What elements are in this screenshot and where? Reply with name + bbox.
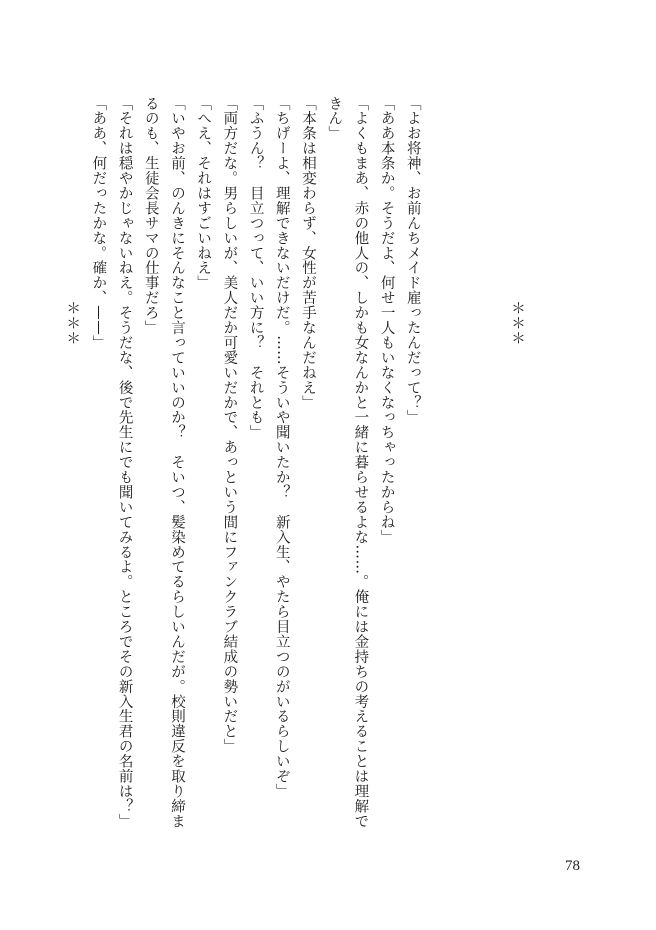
separator-star: ＊ [64,330,81,346]
dialogue-line: 「本条は相変わらず、女性が苦手なんだねえ」 [299,96,316,410]
dialogue-line: 「ああ、何だったかな。確か、——」 [90,96,107,351]
separator-star: ＊ [509,301,525,316]
dialogue-line: 「ああ本条か。そうだよ、何せ一人もいなくなっちゃったからね」 [378,96,395,545]
dialogue-line: 「両方だな。男らしいが、美人だか可愛いだかで、あっという間にファンクラブ結成の勢いだと」 [221,96,238,754]
dialogue-line: 「よお将神、お前んちメイド雇ったんだって？」 [404,96,421,425]
separator-star: ＊ [509,330,525,346]
separator-star: ＊ [509,315,525,331]
dialogue-line: 「へえ、それはすごいねえ」 [195,96,212,291]
dialogue-line: 「ふうん？ 目立つって、いい方に？ それとも」 [247,96,264,440]
dialogue-line: 「それは穏やかじゃないねえ。そうだな、後で先生にでも聞いてみるよ。ところでその新入生君の名前は？」 [116,96,133,829]
section-separator [0,96,85,836]
dialogue-line: 「よくもまあ、赤の他人の、しかも女なんかと一緒に暮らせるよな……。俺には金持ちの考えることは理解できん」 [326,96,369,829]
section-separator [426,96,530,836]
separator-star: ＊ [64,301,81,316]
page-number: 78 [565,858,580,874]
dialogue-line: 「いやお前、のんきにそんなこと言っていいのか？ そいつ、髪染めてるらしいんだが。校則違反を取り締まるのも、生徒会長サマの仕事だろ」 [142,96,185,829]
vertical-text-body [64,96,530,836]
separator-star: ＊ [64,315,81,331]
dialogue-line: 「ちげーよ、理解できないだけだ。……そういや聞いたか？ 新入生、やたら目立つのがいるらしいぞ」 [273,96,290,799]
